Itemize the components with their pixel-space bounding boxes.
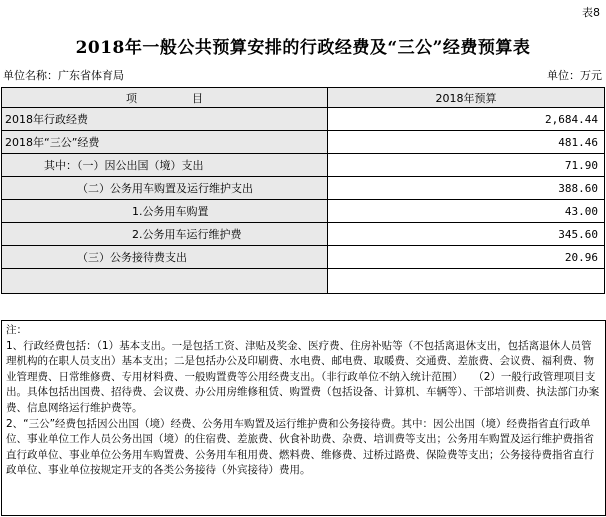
row-value: 481.46 [328,131,605,154]
row-value: 345.60 [328,223,605,246]
row-label: （二）公务用车购置及运行维护支出 [2,177,328,200]
row-value: 20.96 [328,246,605,269]
notes-heading: 注： [6,324,27,336]
table-row [2,154,605,177]
header-item: 项 目 [2,88,328,108]
table-row [2,200,605,223]
note-2: 2、“三公”经费包括因公出国（境）经费、公务用车购置及运行维护费和公务接待费。其中：因公出国（境）经费指省直行政单位、事业单位工作人员公务出国（境）的住宿费、差旅费、伙食补助费、杂费、培训费等支出；公务用车购置及运行维护费指省直行政单位、事业单位公务用车购置费、公务用车租用费、燃料费、维修费、过桥过路费、保险费等支出；公务接待费指省直行政单位、事业单位按规定开支的各类公务接待（外宾接待）费用。 [6,417,594,477]
table-row [2,246,605,269]
table-row [2,177,605,200]
note-1: 1、行政经费包括：（1）基本支出。一是包括工资、津贴及奖金、医疗费、住房补贴等（不包括离退休支出，包括离退休人员管理机构的在职人员支出）基本支出；二是包括办公及印刷费、水电费、邮电费、取暖费、交通费、差旅费、会议费、福利费、物业管理费、日常维修费、专用材料费、一般购置费等公用经费支出。（非行政单位不纳入统计范围） （2）一般行政管理项目支出。具体包括出国费、招待费、会议费、办公用房维修租赁、购置费（包括设备、计算机、车辆等）、干部培训费、执法部门办案费、信息网络运行维护费等。 [6,339,600,414]
row-label-empty [2,269,328,294]
table-row [2,223,605,246]
header-budget: 2018年预算 [328,88,605,108]
document-title: 2018年一般公共预算安排的行政经费及“三公”经费预算表 [75,38,531,58]
notes-section [1,320,606,516]
row-value: 388.60 [328,177,605,200]
row-label: 2018年行政经费 [2,108,328,131]
row-value: 71.90 [328,154,605,177]
row-label: （三）公务接待费支出 [2,246,328,269]
table-number: 表8 [582,6,600,19]
row-label: 1.公务用车购置 [2,200,328,223]
budget-table [1,87,605,294]
table-row [2,108,605,131]
row-label: 其中：（一）因公出国（境）支出 [2,154,328,177]
row-value: 43.00 [328,200,605,223]
row-value: 2,684.44 [328,108,605,131]
table-header-row [2,88,605,108]
table-row [2,131,605,154]
row-value-empty [328,269,605,294]
row-label: 2.公务用车运行维护费 [2,223,328,246]
unit-name: 单位名称：广东省体育局 [3,69,124,82]
currency-unit: 单位：万元 [547,69,602,82]
row-label: 2018年“三公”经费 [2,131,328,154]
table-row-empty [2,269,605,294]
